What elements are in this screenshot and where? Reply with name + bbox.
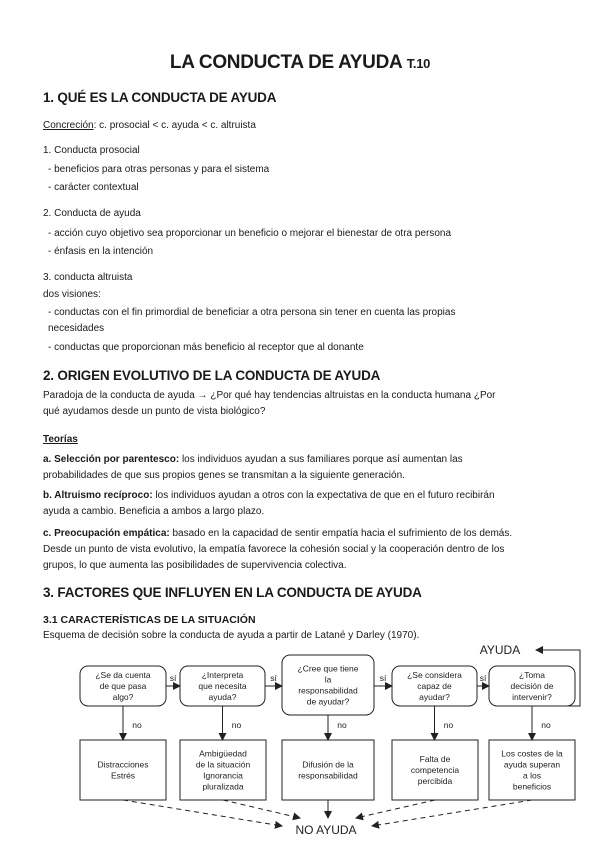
item-3-line-3: - conductas que proporcionan más beneficio al receptor que al donante <box>48 342 364 353</box>
item-2-title: 2. Conducta de ayuda <box>43 208 141 219</box>
theory-c-label: c. Preocupación empática: <box>43 528 170 539</box>
theory-a-label: a. Selección por parentesco: <box>43 454 180 465</box>
no-label-4: no <box>443 719 454 730</box>
outcome-text-1: Distracciones Estrés <box>97 759 149 781</box>
outcome-text-3: Difusión de la responsabilidad <box>298 759 358 781</box>
question-text-5: ¿Toma decisión de intervenir? <box>510 669 554 702</box>
yes-label-3: sí <box>379 672 387 683</box>
title-suffix: T.10 <box>406 56 431 71</box>
no-ayuda-arrow-1 <box>123 800 282 826</box>
theory-b-label: b. Altruismo recíproco: <box>43 490 153 501</box>
no-ayuda-arrow-2 <box>223 800 300 818</box>
theory-c-text: basado en la capacidad de sentir empatía hacia el sufrimiento de los demás. <box>169 528 513 539</box>
theory-b-text: los individuos ayudan a otros con la expectativa de que en el futuro recibirán <box>152 490 495 501</box>
no-label-3: no <box>337 719 347 730</box>
outcome-text-5: Los costes de la ayuda superan a los beneficios <box>501 748 563 792</box>
question-text-1: ¿Se da cuenta de que pasa algo? <box>95 669 151 702</box>
section-2-heading: 2. ORIGEN EVOLUTIVO DE LA CONDUCTA DE AYUDA <box>43 368 381 383</box>
concrecion-label: Concreción <box>43 120 94 131</box>
no-label-2: no <box>231 719 242 730</box>
no-ayuda-arrow-5 <box>372 800 532 826</box>
item-3-title: 3. conducta altruista <box>43 272 133 283</box>
section-3-1-heading: 3.1 CARACTERÍSTICAS DE LA SITUACIÓN <box>43 614 256 626</box>
theory-a-line-2: probabilidades de que sus propios genes se transmitan a la siguiente generación. <box>43 470 405 481</box>
theory-c-line-2: Desde un punto de vista evolutivo, la empatía favorece la cohesión social y la cooperación dentro de los <box>43 544 505 555</box>
yes-label-4: sí <box>479 672 487 683</box>
item-3-line-2: necesidades <box>48 323 105 334</box>
theory-b-line-2: ayuda a cambio. Beneficia a ambos a largo plazo. <box>43 506 265 517</box>
item-1-title: 1. Conducta prosocial <box>43 145 140 156</box>
teorias-label: Teorías <box>43 434 78 445</box>
item-3-intro: dos visiones: <box>43 289 101 300</box>
section-3-1-text: Esquema de decisión sobre la conducta de ayuda a partir de Latané y Darley (1970). <box>43 630 420 641</box>
no-label-5: no <box>541 719 551 730</box>
item-2-line-1: - acción cuyo objetivo sea proporcionar un beneficio o mejorar el bienestar de otra persona <box>48 228 452 239</box>
item-3-line-1: - conductas con el fin primordial de beneficiar a otra persona sin tener en cuenta las propias <box>48 307 456 318</box>
s2-intro-line-2: qué ayudamos desde un punto de vista biológico? <box>43 406 266 417</box>
concrecion-text: : c. prosocial < c. ayuda < c. altruista <box>93 120 256 131</box>
ayuda-label: AYUDA <box>479 643 521 658</box>
theory-a-text: los individuos ayudan a sus familiares porque así aumentan las <box>179 454 463 465</box>
question-text-2: ¿Interpreta que necesita ayuda? <box>198 669 247 702</box>
question-text-4: ¿Se considera capaz de ayudar? <box>407 669 462 702</box>
yes-label-2: sí <box>270 672 277 683</box>
item-1-line-1: - beneficios para otras personas y para el sistema <box>48 164 270 175</box>
item-2-line-2: - énfasis en la intención <box>48 246 154 257</box>
title-main: LA CONDUCTA DE AYUDA <box>169 52 402 73</box>
yes-label-1: sí <box>169 672 177 683</box>
s2-intro-line-1: Paradoja de la conducta de ayuda → ¿Por qué hay tendencias altruistas en la conducta humana ¿Por <box>43 390 496 401</box>
item-1-line-2: - carácter contextual <box>48 182 139 193</box>
question-text-3: ¿Cree que tiene la responsabilidad de ayudar? <box>297 663 359 707</box>
outcome-text-4: Falta de competencia percibida <box>410 753 460 786</box>
no-ayuda-arrow-4 <box>356 800 435 818</box>
outcome-text-2: Ambigüedad de la situación Ignorancia pluralizada <box>195 748 251 792</box>
no-label-1: no <box>132 719 142 730</box>
section-1-heading: 1. QUÉ ES LA CONDUCTA DE AYUDA <box>43 90 277 105</box>
section-3-heading: 3. FACTORES QUE INFLUYEN EN LA CONDUCTA DE AYUDA <box>43 585 422 600</box>
theory-c-line-3: grupos, lo que aumenta las posibilidades de supervivencia colectiva. <box>43 560 347 571</box>
no-ayuda-label: NO AYUDA <box>295 823 357 838</box>
